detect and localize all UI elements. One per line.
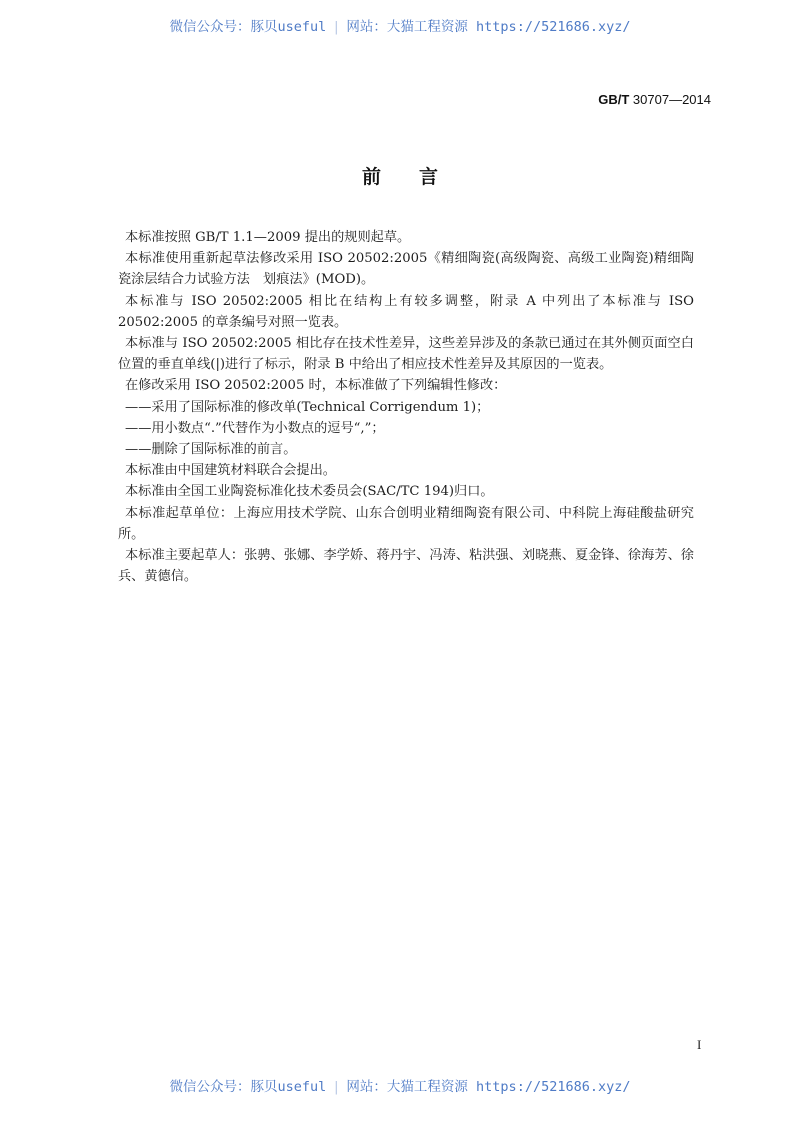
paragraph-editorial-intro: 在修改采用 ISO 20502:2005 时，本标准做了下列编辑性修改： [125,378,507,394]
watermark-separator: | [332,1079,341,1095]
standard-code [598,92,711,107]
page-title: 前言 [361,166,476,188]
edit-item-corrigendum: ——采用了国际标准的修改单(Technical Corrigendum 1)； [125,399,490,415]
paragraph-technical-differences: 本标准与 ISO 20502:2005 相比存在技术性差异，这些差异涉及的条款已通过在其外侧页面空白位置的垂直单线(|)进行了标示，附录 B 中给出了相应技术性差异及其原因的一览表。 [118,336,694,373]
watermark-footer [0,1075,800,1095]
paragraph-adoption: 本标准使用重新起草法修改采用 ISO 20502:2005《精细陶瓷(高级陶瓷、高级工业陶瓷)精细陶瓷涂层结合力试验方法 划痕法》(MOD)。 [118,251,694,288]
paragraph-committee: 本标准由全国工业陶瓷标准化技术委员会(SAC/TC 194)归口。 [125,484,494,500]
watermark-website: 网站：大猫工程资源 https://521686.xyz/ [346,19,631,35]
standard-number: 30707—2014 [632,92,711,107]
paragraph-drafting-rules: 本标准按照 GB/T 1.1—2009 提出的规则起草。 [125,230,411,245]
paragraph-proposer: 本标准由中国建筑材料联合会提出。 [125,463,336,479]
watermark-separator: | [332,19,341,35]
watermark-website: 网站：大猫工程资源 https://521686.xyz/ [346,1079,631,1095]
edit-item-foreword-removed: ——删除了国际标准的前言。 [125,442,297,458]
paragraph-structure: 本标准与 ISO 20502:2005 相比在结构上有较多调整，附录 A 中列出了本标准与 ISO 20502:2005 的章条编号对照一览表。 [118,293,694,330]
paragraph-drafting-units: 本标准起草单位：上海应用技术学院、山东合创明业精细陶瓷有限公司、中科院上海硅酸盐研究所。 [118,505,694,542]
watermark-wechat: 微信公众号：豚贝useful [169,19,327,35]
page-number: I [697,1037,702,1052]
foreword-body [118,227,694,587]
paragraph-drafters: 本标准主要起草人：张骋、张娜、李学娇、蒋丹宇、冯涛、粘洪强、刘晓燕、夏金锋、徐海芳、徐兵、黄德信。 [118,548,694,585]
standard-prefix: GB/T [598,92,630,107]
watermark-wechat: 微信公众号：豚贝useful [169,1079,327,1095]
watermark-header [0,15,800,35]
edit-item-decimal-point: ——用小数点“.”代替作为小数点的逗号“,”； [125,420,385,436]
